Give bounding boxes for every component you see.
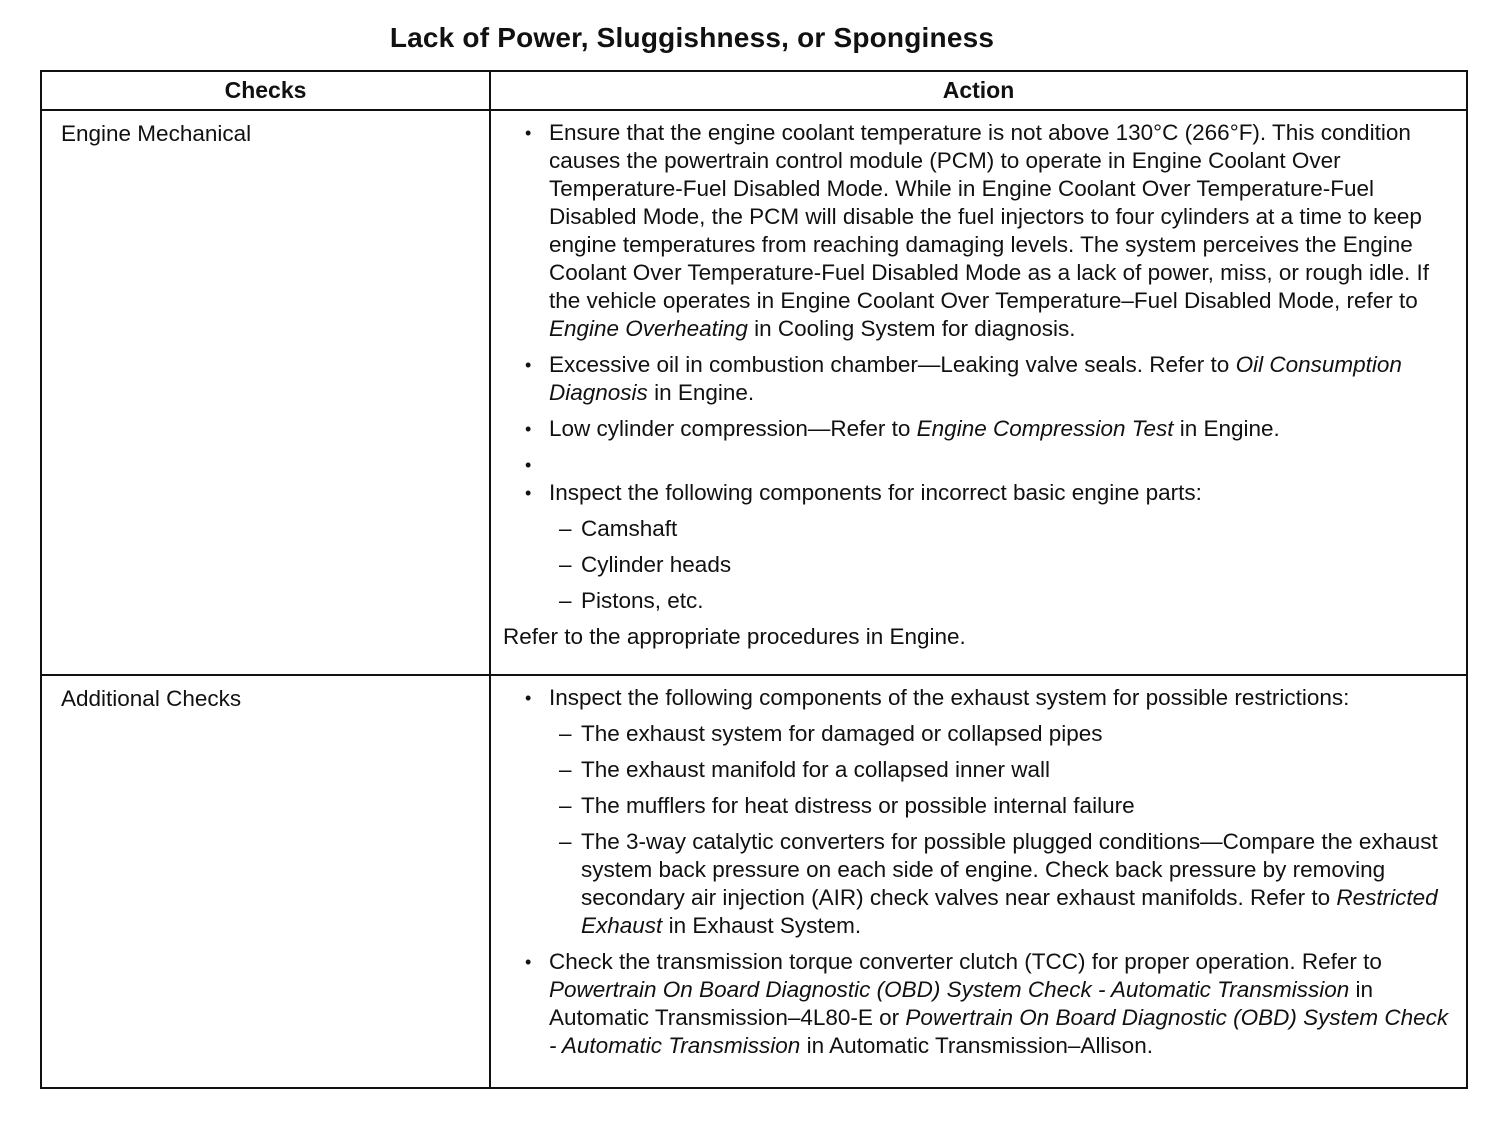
sub-item: – Pistons, etc.: [549, 587, 1452, 615]
check-cell-additional-checks: Additional Checks: [41, 675, 490, 1088]
list-item: [503, 415, 1452, 443]
action-list: [503, 119, 1452, 615]
table-row: [41, 110, 1467, 675]
text-span: in Engine.: [1173, 416, 1280, 441]
text-span: Ensure that the engine coolant temperature is not above 130°C (266°F). This condition causes the powertrain control module (PCM) to operate in Engine Coolant Over Temperature-Fuel Disabled Mode. While in Engine Coolant Over Temperature-Fuel Disabled Mode, the PCM will disable the fuel injectors to four cylinders at a time to keep engine temperatures from reaching damaging levels. The system perceives the Engine Coolant Over Temperature-Fuel Disabled Mode as a lack of power, miss, or rough idle. If the vehicle operates in Engine Coolant Over Temperature–Fuel Disabled Mode, refer to: [549, 120, 1429, 313]
text-span: in Cooling System for diagnosis.: [747, 316, 1076, 341]
list-item: [503, 684, 1452, 940]
action-cell-engine-mechanical: [490, 110, 1467, 675]
diagnosis-table: [40, 70, 1468, 1089]
text-span: Excessive oil in combustion chamber—Leaking valve seals. Refer to: [549, 352, 1236, 377]
action-list: [503, 684, 1452, 1060]
sub-item: [549, 828, 1452, 940]
sub-item: – Camshaft: [549, 515, 1452, 543]
sub-item: – The exhaust manifold for a collapsed inner wall: [549, 756, 1452, 784]
list-item: [503, 948, 1452, 1060]
table-row: [41, 675, 1467, 1088]
reference-link-text: Engine Compression Test: [916, 416, 1174, 441]
sub-list: [549, 515, 1452, 615]
reference-link-text: Engine Overheating: [549, 316, 748, 341]
spacer: [503, 451, 1452, 479]
list-item: [503, 351, 1452, 407]
text-span: The 3-way catalytic converters for possible plugged conditions—Compare the exhaust system back pressure on each side of engine. Check back pressure by removing secondary air injection (AIR) check valves near exhaust manifolds. Refer to: [581, 829, 1438, 910]
text-span: in Engine.: [647, 380, 755, 405]
list-item: [503, 119, 1452, 343]
check-cell-engine-mechanical: Engine Mechanical: [41, 110, 490, 675]
text-span: in Automatic Transmission–4L80-E or: [549, 977, 1374, 1030]
reference-link-text: Oil Consumption Diagnosis: [549, 352, 1402, 405]
text-span: Check the transmission torque converter clutch (TCC) for proper operation. Refer to: [549, 949, 1382, 974]
text-span: in Automatic Transmission–Allison.: [800, 1033, 1153, 1058]
header-row: [41, 71, 1467, 110]
checks-header: Checks: [41, 71, 490, 110]
sub-item: – The mufflers for heat distress or possible internal failure: [549, 792, 1452, 820]
text-span: Inspect the following components of the exhaust system for possible restrictions:: [549, 685, 1350, 710]
action-header: Action: [490, 71, 1467, 110]
sub-item: – The exhaust system for damaged or collapsed pipes: [549, 720, 1452, 748]
reference-link-text: Powertrain On Board Diagnostic (OBD) System Check - Automatic Transmission: [549, 1005, 1449, 1058]
text-span: Inspect the following components for incorrect basic engine parts:: [549, 480, 1202, 505]
text-span: Low cylinder compression—Refer to: [549, 416, 917, 441]
text-span: in Exhaust System.: [662, 913, 862, 938]
reference-link-text: Restricted Exhaust: [581, 885, 1438, 938]
reference-link-text: Powertrain On Board Diagnostic (OBD) System Check - Automatic Transmission: [549, 977, 1350, 1002]
page-title: Lack of Power, Sluggishness, or Sponginess: [389, 22, 995, 53]
action-cell-additional-checks: [490, 675, 1467, 1088]
list-item: [503, 479, 1452, 615]
refer-note: Refer to the appropriate procedures in Engine.: [503, 624, 966, 649]
sub-list: [549, 720, 1452, 940]
sub-item: – Cylinder heads: [549, 551, 1452, 579]
